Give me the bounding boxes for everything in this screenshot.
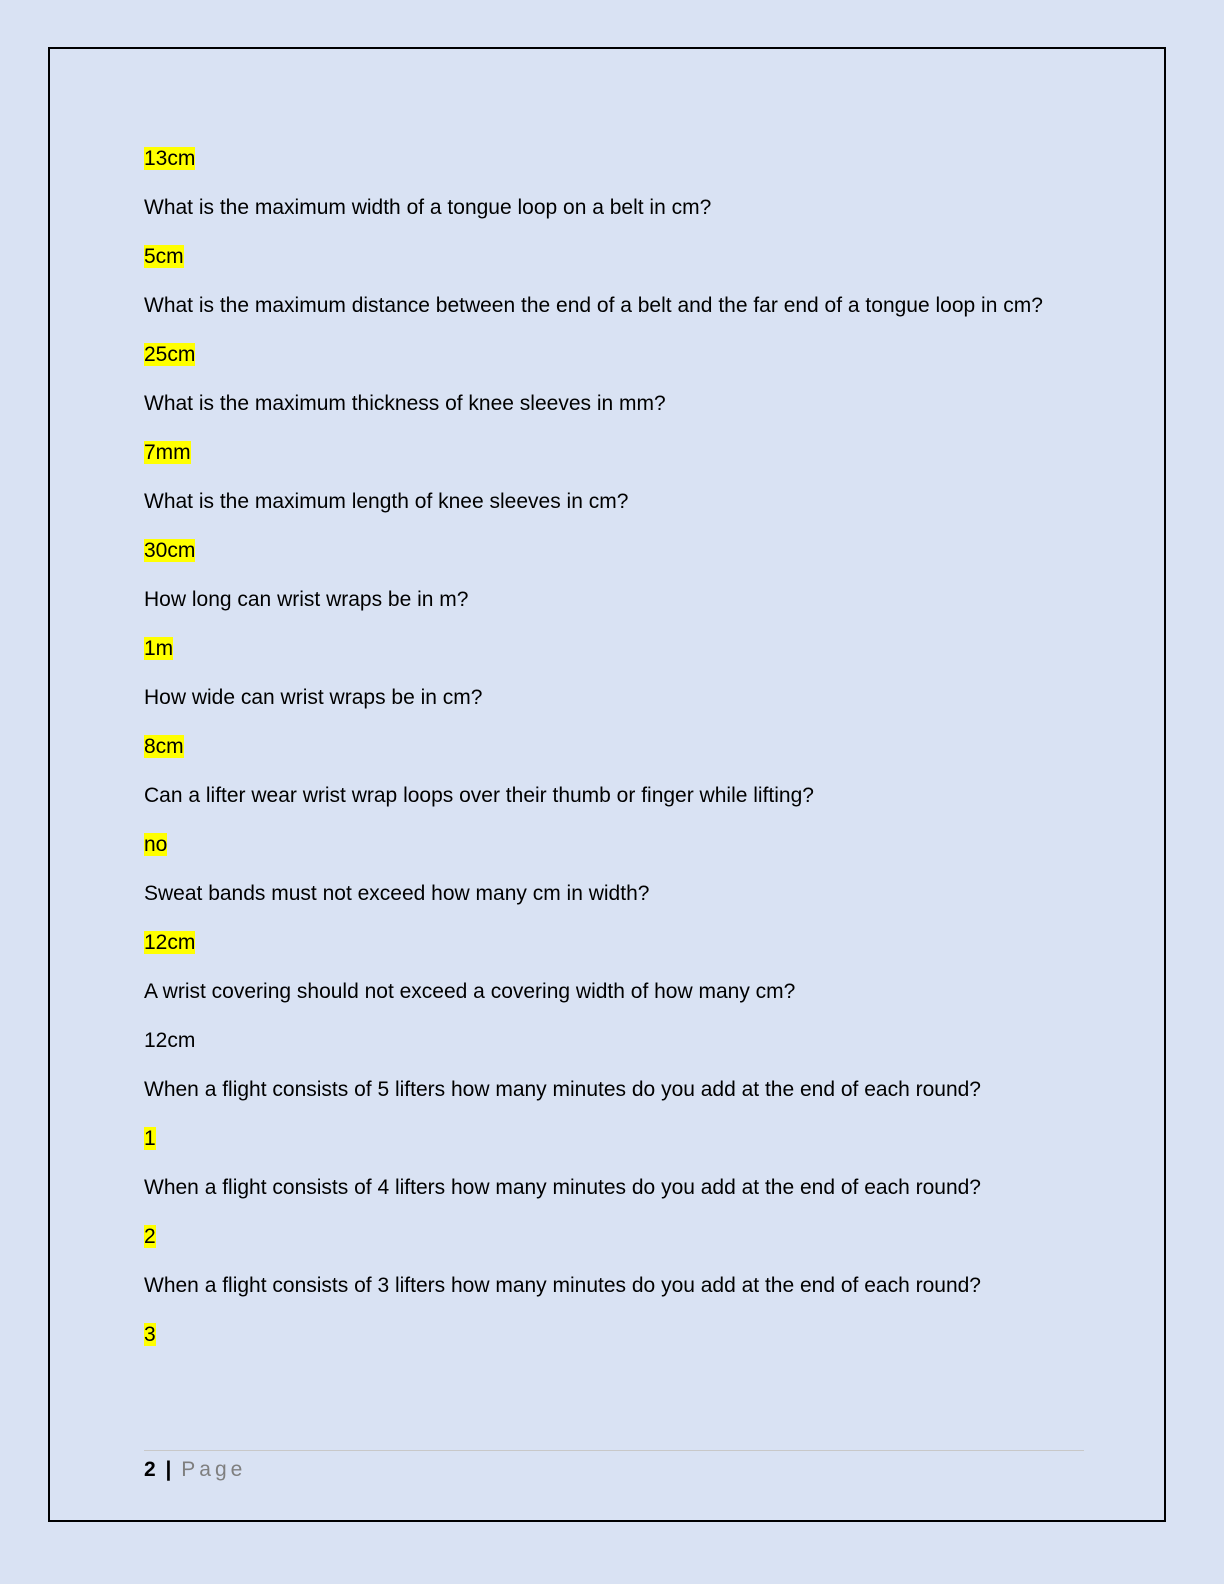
question-line: What is the maximum length of knee sleeves in cm?: [144, 490, 629, 513]
question-line: When a flight consists of 4 lifters how many minutes do you add at the end of each round?: [144, 1176, 981, 1199]
answer-line-unhighlighted: 12cm: [144, 1029, 196, 1052]
question-line: A wrist covering should not exceed a covering width of how many cm?: [144, 980, 796, 1003]
answer-line: 2: [144, 1225, 156, 1248]
answer-line: 30cm: [144, 539, 196, 562]
question-line: What is the maximum width of a tongue loop on a belt in cm?: [144, 196, 712, 219]
answer-line: 1m: [144, 637, 174, 660]
question-line: Can a lifter wear wrist wrap loops over their thumb or finger while lifting?: [144, 784, 814, 807]
answer-line: 3: [144, 1323, 156, 1346]
question-line: How long can wrist wraps be in m?: [144, 588, 469, 611]
question-line: When a flight consists of 5 lifters how many minutes do you add at the end of each round?: [144, 1078, 981, 1101]
answer-line: 8cm: [144, 735, 184, 758]
page-number: 2: [144, 1458, 156, 1481]
footer-separator: |: [165, 1458, 172, 1481]
page-footer: [144, 1456, 246, 1484]
footer-divider: [144, 1450, 1084, 1451]
question-line: What is the maximum thickness of knee sleeves in mm?: [144, 392, 666, 415]
answer-line: 13cm: [144, 147, 196, 170]
answer-line: 1: [144, 1127, 156, 1150]
page-label: Page: [181, 1458, 247, 1481]
question-line: How wide can wrist wraps be in cm?: [144, 686, 483, 709]
answer-line: 12cm: [144, 931, 196, 954]
question-line: Sweat bands must not exceed how many cm in width?: [144, 882, 650, 905]
answer-line: no: [144, 833, 168, 856]
answer-line: 5cm: [144, 245, 184, 268]
answer-line: 7mm: [144, 441, 191, 464]
document-body: [144, 142, 1084, 1367]
question-line: When a flight consists of 3 lifters how many minutes do you add at the end of each round?: [144, 1274, 981, 1297]
question-line: What is the maximum distance between the end of a belt and the far end of a tongue loop in cm?: [144, 294, 1043, 317]
answer-line: 25cm: [144, 343, 196, 366]
